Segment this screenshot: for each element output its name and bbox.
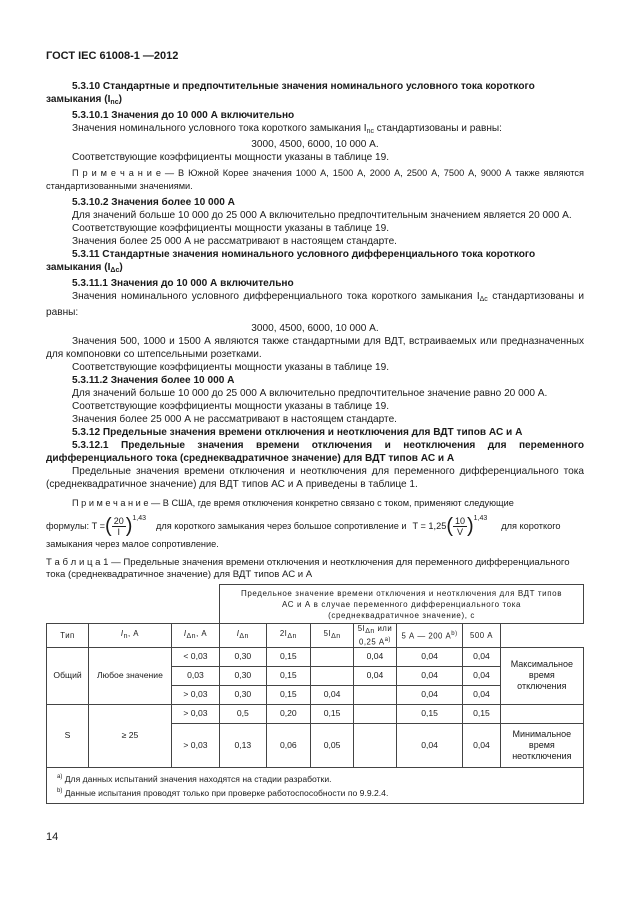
formula1-text: для короткого замыкания через большое сопротивление и bbox=[156, 520, 407, 531]
table-row: 0,03 0,30 0,15 0,04 0,04 0,04 bbox=[47, 666, 584, 685]
section-5-3-11-1-title: 5.3.11.1 Значения до 10 000 А включительно bbox=[72, 278, 294, 289]
group-header: Предельное значение времени отключения и неотключения для ВДТ типов АС и А в случае переменного дифференциального тока (среднеквадратичное значение), с bbox=[220, 585, 584, 624]
footnotes-row bbox=[47, 767, 584, 804]
limits-table bbox=[46, 584, 584, 804]
in-cell: Любое значение bbox=[89, 647, 172, 704]
table-row: Общий Любое значение < 0,03 0,30 0,15 0,04 0,04 0,04 Максимальное время отключения bbox=[47, 647, 584, 666]
col-header-in: In, А bbox=[89, 624, 172, 648]
col-header-idn: IΔn, А bbox=[171, 624, 219, 648]
document-header: ГОСТ IEC 61008-1 —2012 bbox=[46, 50, 179, 62]
col-header-500: 500 А bbox=[463, 624, 500, 648]
col-header-5x: 5IΔn bbox=[311, 624, 354, 648]
formula2-fraction bbox=[453, 516, 467, 537]
col-header-2x: 2IΔn bbox=[266, 624, 311, 648]
paren-close: ) bbox=[467, 515, 474, 537]
section-5-3-10-1-title: 5.3.10.1 Значения до 10 000 А включительно bbox=[72, 110, 295, 121]
remark-header-cell bbox=[500, 624, 583, 648]
footnote-b: $^{b)}$ Данные испытания проводят только при проверке работоспособности по 9.9.2.4. bbox=[57, 788, 389, 799]
formula1-numerator: 20 bbox=[113, 515, 124, 526]
paragraph: Значения более 25 000 А не рассматривают в настоящем стандарте. bbox=[72, 236, 397, 247]
formula2-denominator: V bbox=[456, 526, 463, 537]
paren-open: ( bbox=[446, 515, 453, 537]
remark-cell: Минимальное время неотключения bbox=[500, 723, 583, 767]
values-line: 3000, 4500, 6000, 10 000 А. bbox=[251, 139, 379, 150]
section-5-3-11-2-title: 5.3.11.2 Значения более 10 000 А bbox=[72, 375, 235, 386]
paragraph: Соответствующие коэффициенты мощности указаны в таблице 19. bbox=[72, 401, 390, 412]
paragraph: Значения 500, 1000 и 1500 А являются также стандартными для ВДТ, встраиваемых или предназначенных для компоновки со штепсельными розетками. bbox=[46, 336, 584, 360]
col-header-5x-or-025: 5IΔn или 0,25 $А^{а)}$ bbox=[354, 624, 397, 648]
table-row: > 0,03 0,30 0,15 0,04 0,04 0,04 bbox=[47, 685, 584, 704]
paragraph: Значения номинального условного тока короткого замыкания $I_{nc}$ стандартизованы и равны: bbox=[72, 123, 502, 135]
section-5-3-12-title: 5.3.12 Предельные значения времени отключения и неотключения для ВДТ типов АС и А bbox=[72, 427, 523, 438]
paragraph: Соответствующие коэффициенты мощности указаны в таблице 19. bbox=[72, 152, 390, 163]
footnotes bbox=[47, 767, 584, 804]
formula1-denominator: I bbox=[117, 526, 120, 537]
table-header-group-row bbox=[47, 585, 584, 624]
empty-header-cell bbox=[47, 585, 220, 624]
col-header-1x: IΔn bbox=[220, 624, 266, 648]
page-content bbox=[46, 80, 584, 804]
col-header-type: Тип bbox=[47, 624, 89, 648]
paragraph: Значения более 25 000 А не рассматривают в настоящем стандарте. bbox=[72, 414, 397, 425]
paragraph: Предельные значения времени отключения и неотключения для переменного дифференциального тока (среднеквадратичное значение) для ВДТ типов АС и А приведены в таблице 1. bbox=[46, 466, 584, 490]
formula2-exponent: 1,43 bbox=[473, 514, 488, 522]
table-row: S ≥ 25 > 0,03 0,5 0,20 0,15 0,15 0,15 bbox=[47, 704, 584, 723]
col-header-5-200: 5 А — 200 $А^{b)}$ bbox=[396, 624, 462, 648]
formula2-lhs: T = 1,25 bbox=[412, 520, 447, 531]
remark-cell: Максимальное время отключения bbox=[500, 647, 583, 704]
formula1-fraction bbox=[112, 516, 126, 537]
formula2-numerator: 10 bbox=[454, 515, 465, 526]
paragraph: Соответствующие коэффициенты мощности указаны в таблице 19. bbox=[72, 362, 390, 373]
table-caption: Т а б л и ц а 1 — Предельные значения времени отключения и неотключения для переменного дифференциального тока (среднеквадратичное значение) для ВДТ типов АС и А bbox=[46, 557, 570, 580]
values-line: 3000, 4500, 6000, 10 000 А. bbox=[251, 323, 379, 334]
formula2-text: для короткого bbox=[501, 520, 561, 531]
section-5-3-12-1-title: 5.3.12.1 Предельные значения времени отключения и неотключения для переменного дифференциального тока (среднеквадратичное значение) для ВДТ типов АС и А bbox=[46, 440, 584, 464]
type-cell: S bbox=[47, 704, 89, 767]
note: П р и м е ч а н и е — В США, где время отключения конкретно связано с током, применяют следующие bbox=[72, 498, 514, 508]
formula1-exponent: 1,43 bbox=[132, 514, 147, 522]
formula-tail: замыкания через малое сопротивление. bbox=[46, 539, 219, 549]
paren-open: ( bbox=[105, 515, 112, 537]
note: П р и м е ч а н и е — В Южной Корее значения 1000 А, 1500 А, 2000 А, 2500 А, 7500 А, 9000 А также являются стандартизованными значениями. bbox=[46, 168, 584, 191]
formula-prefix: формулы: T = bbox=[46, 520, 106, 531]
formula-row bbox=[46, 514, 584, 538]
section-5-3-11-title: 5.3.11 Стандартные значения номинального условного дифференциального тока короткого замыкания $(I_{\Delta c})$ bbox=[46, 249, 536, 274]
paragraph: Значения номинального условного дифференциального тока короткого замыкания $I_{\Delta c}$ стандартизованы и равны: bbox=[46, 291, 584, 318]
in-cell: ≥ 25 bbox=[89, 704, 172, 767]
section-5-3-10-2-title: 5.3.10.2 Значения более 10 000 А bbox=[72, 197, 235, 208]
section-5-3-10-title: 5.3.10 Стандартные и предпочтительные значения номинального условного тока короткого замыкания $(I_{nc})$ bbox=[46, 81, 535, 106]
paragraph: Для значений больше 10 000 до 25 000 А включительно предпочтительным значением является 20 000 А. bbox=[72, 210, 572, 221]
paren-close: ) bbox=[125, 515, 133, 537]
table-row: > 0,03 0,13 0,06 0,05 0,04 0,04 Минимальное время неотключения bbox=[47, 723, 584, 767]
paragraph: Соответствующие коэффициенты мощности указаны в таблице 19. bbox=[72, 223, 390, 234]
table-column-headers bbox=[47, 624, 584, 648]
page-number: 14 bbox=[46, 831, 59, 843]
type-cell: Общий bbox=[47, 647, 89, 704]
paragraph: Для значений больше 10 000 до 25 000 А включительно предпочтительное значение равно 20 000 А. bbox=[72, 388, 548, 399]
remark-empty-cell bbox=[500, 704, 583, 723]
footnote-a: $^{а)}$ Для данных испытаний значения находятся на стадии разработки. bbox=[57, 773, 332, 784]
